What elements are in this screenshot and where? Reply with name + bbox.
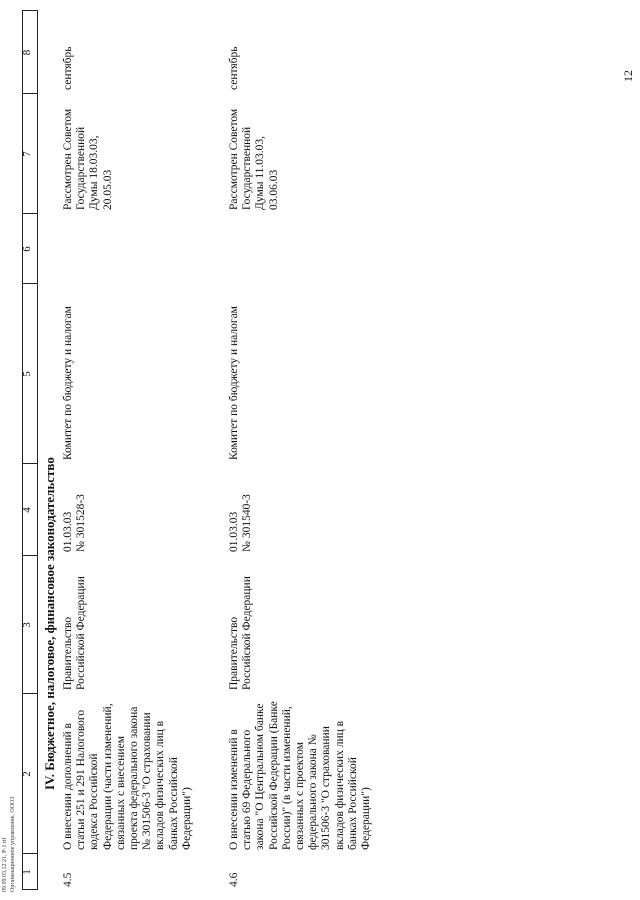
- registration-info: [62, 472, 88, 552]
- print-footer: [2, 797, 17, 892]
- column-number: 8: [21, 49, 33, 56]
- row-number: 4.5: [62, 872, 74, 887]
- bill-title: О внесении изменений в статью 69 Федерального закона "О Центральном банке Российской Федерации (Банке России)" (в части изменений, связанных с проектом федерального закона № 301506-3 "О страховании вкладов физических лиц в банках Российской Федерации"): [228, 701, 373, 850]
- table-row: [228, 10, 388, 890]
- registration-number: № 301528-3: [75, 494, 88, 552]
- column-number: 7: [21, 151, 33, 157]
- registration-number: № 301540-3: [241, 494, 254, 552]
- consideration-status: Рассмотрен Советом Государственной Думы 11.03.03, 03.06.03: [228, 108, 280, 210]
- table-row: [62, 10, 222, 890]
- column-number: 4: [21, 507, 33, 513]
- planned-month: сентябрь: [62, 46, 74, 90]
- bill-title: О внесении дополнений в статьи 251 и 291 Налогового кодекса Российской Федерации (части изменений, связанных с внесением проекта федерального закона № 301506-3 "О страховании вкладов физических лиц в банках Российской Федерации"): [62, 703, 193, 850]
- column-number: 2: [21, 771, 33, 777]
- footer-file-info: 09 09 03,12 21, Р-1 rtf: [2, 837, 8, 892]
- planned-month: сентябрь: [228, 46, 240, 90]
- initiator: Правительство Российской Федерации: [228, 576, 254, 690]
- row-number: 4.6: [228, 872, 240, 887]
- initiator: Правительство Российской Федерации: [62, 576, 88, 690]
- registration-date: 01.03.03: [228, 511, 240, 552]
- consideration-status: Рассмотрен Советом Государственной Думы 18.03.03, 20.05.03: [62, 108, 114, 210]
- responsible-committee: Комитет по бюджету и налогам: [228, 306, 240, 460]
- footer-department: Организационное управление, ООО3: [9, 796, 16, 892]
- column-number: 6: [21, 246, 33, 252]
- column-number-header: [22, 10, 38, 890]
- registration-date: 01.03.03: [62, 511, 74, 552]
- schedule-table: [21, 10, 635, 890]
- registration-info: [228, 472, 254, 552]
- column-number: 3: [21, 622, 33, 628]
- page-number: 12: [621, 70, 635, 82]
- column-number: 1: [21, 869, 33, 875]
- responsible-committee: Комитет по бюджету и налогам: [62, 306, 74, 460]
- column-number: 5: [21, 371, 33, 377]
- section-title: IV. Бюджетное, налоговое, финансовое законодательство: [42, 457, 57, 790]
